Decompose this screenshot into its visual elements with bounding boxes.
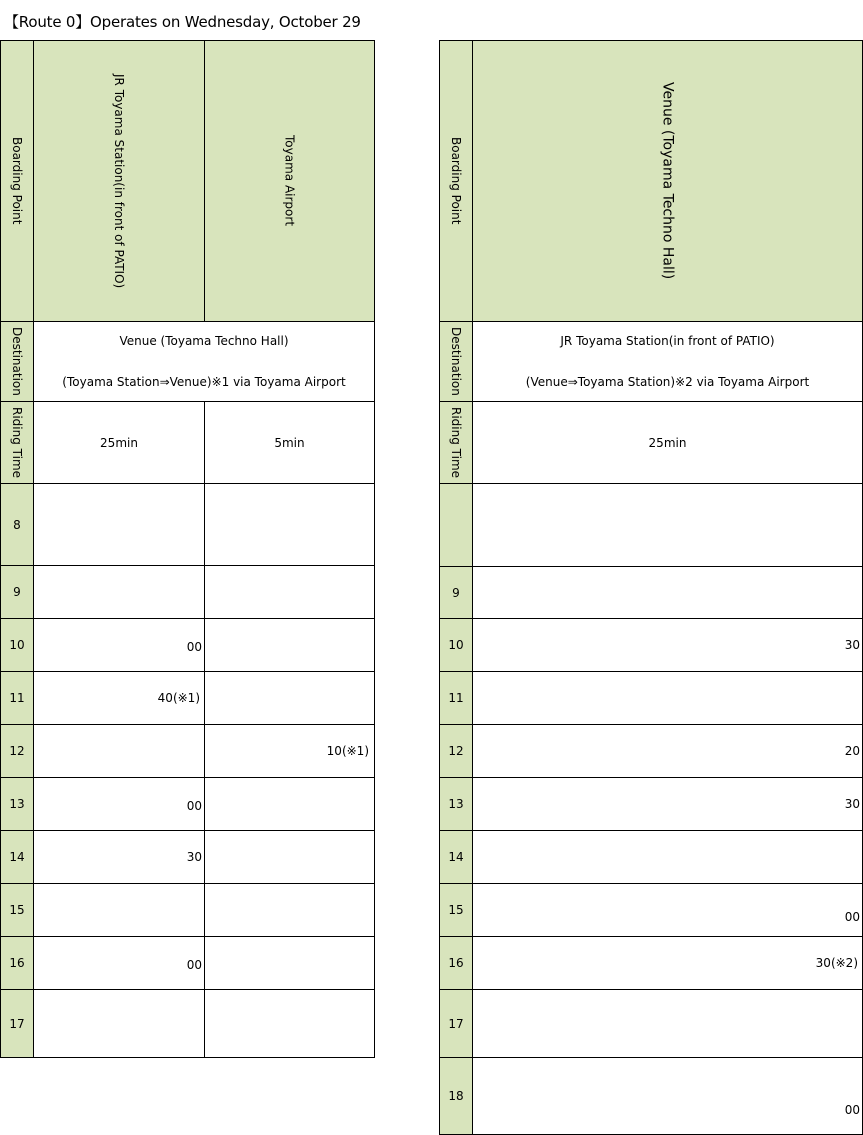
hour-label: 9 bbox=[13, 585, 21, 599]
right-hour-cell bbox=[439, 618, 473, 672]
departure-minute: 30 bbox=[186, 850, 202, 864]
left-time-cell bbox=[33, 936, 205, 990]
left-time-cell bbox=[33, 618, 205, 672]
departure-minute: 30(※2) bbox=[815, 956, 858, 970]
left-hour-cell bbox=[0, 565, 34, 619]
left-time-cell bbox=[33, 777, 205, 831]
left-time-cell bbox=[204, 883, 375, 937]
left-hour-cell bbox=[0, 671, 34, 725]
right-time-cell bbox=[472, 671, 863, 725]
hour-label: 15 bbox=[448, 903, 464, 917]
right-destination-line1: JR Toyama Station(in front of PATIO) bbox=[560, 334, 775, 348]
left-destination-line1: Venue (Toyama Techno Hall) bbox=[119, 334, 289, 348]
hour-label: 8 bbox=[13, 517, 21, 532]
departure-minute: 00 bbox=[186, 640, 202, 654]
departure-minute: 00 bbox=[186, 799, 202, 813]
left-boarding-point-jr-toyama bbox=[33, 40, 205, 322]
departure-minute: 00 bbox=[186, 958, 202, 972]
left-time-cell bbox=[204, 565, 375, 619]
left-time-cell bbox=[204, 483, 375, 566]
departure-minute: 20 bbox=[844, 744, 860, 758]
riding-time-value: 5min bbox=[274, 435, 305, 450]
right-hour-cell bbox=[439, 566, 473, 619]
left-time-cell bbox=[33, 483, 205, 566]
right-destination-label bbox=[439, 321, 473, 402]
left-boarding-label bbox=[0, 40, 34, 322]
hour-label: 18 bbox=[448, 1089, 464, 1103]
left-time-cell bbox=[204, 724, 375, 778]
left-destination-line2: (Toyama Station⇒Venue)※1 via Toyama Airport bbox=[62, 375, 346, 389]
left-destination-label-text: Destination bbox=[10, 327, 24, 396]
right-hour-cell bbox=[439, 830, 473, 884]
right-time-cell bbox=[472, 830, 863, 884]
left-hour-cell bbox=[0, 883, 34, 937]
right-time-cell bbox=[472, 566, 863, 619]
hour-label: 10 bbox=[9, 638, 25, 652]
right-hour-cell bbox=[439, 989, 473, 1058]
riding-time-value: 25min bbox=[100, 435, 138, 450]
left-time-cell bbox=[33, 989, 205, 1058]
left-riding-label-text: Riding Time bbox=[10, 406, 24, 479]
right-hour-cell bbox=[439, 724, 473, 778]
left-hour-cell bbox=[0, 618, 34, 672]
hour-label: 9 bbox=[452, 585, 460, 600]
right-riding-label-text: Riding Time bbox=[449, 406, 463, 479]
left-time-cell bbox=[204, 989, 375, 1058]
left-time-cell bbox=[33, 565, 205, 619]
right-time-cell bbox=[472, 989, 863, 1058]
left-riding-time-jr bbox=[33, 401, 205, 484]
left-time-cell bbox=[33, 671, 205, 725]
right-destination-label-text: Destination bbox=[449, 327, 463, 396]
hour-label: 13 bbox=[448, 797, 464, 811]
left-destination bbox=[33, 321, 375, 402]
left-time-cell bbox=[33, 724, 205, 778]
hour-label: 14 bbox=[448, 850, 464, 864]
right-destination bbox=[472, 321, 863, 402]
right-time-cell bbox=[472, 777, 863, 831]
right-hour-cell bbox=[439, 671, 473, 725]
left-riding-label bbox=[0, 401, 34, 484]
hour-label: 11 bbox=[448, 691, 464, 705]
riding-time-value: 25min bbox=[648, 435, 687, 450]
hour-label: 11 bbox=[9, 691, 25, 705]
departure-minute: 00 bbox=[844, 910, 860, 924]
hour-label: 12 bbox=[9, 744, 25, 758]
left-hour-cell bbox=[0, 777, 34, 831]
right-time-cell bbox=[472, 1057, 863, 1135]
hour-label: 16 bbox=[9, 956, 25, 970]
left-hour-cell bbox=[0, 830, 34, 884]
hour-label: 16 bbox=[448, 956, 464, 970]
left-boarding-point-text: JR Toyama Station(in front of PATIO) bbox=[112, 73, 126, 289]
right-destination-line2: (Venue⇒Toyama Station)※2 via Toyama Airport bbox=[525, 375, 810, 389]
right-hour-cell bbox=[439, 883, 473, 937]
right-time-cell bbox=[472, 936, 863, 990]
left-time-cell bbox=[33, 883, 205, 937]
departure-minute: 40(※1) bbox=[157, 691, 200, 705]
departure-minute: 10(※1) bbox=[326, 744, 369, 758]
right-hour-cell bbox=[439, 1057, 473, 1135]
left-destination-label bbox=[0, 321, 34, 402]
right-riding-label bbox=[439, 401, 473, 484]
left-time-cell bbox=[204, 671, 375, 725]
right-time-cell bbox=[472, 483, 863, 567]
right-time-cell bbox=[472, 618, 863, 672]
left-hour-cell bbox=[0, 989, 34, 1058]
left-time-cell bbox=[204, 777, 375, 831]
right-boarding-label bbox=[439, 40, 473, 322]
left-time-cell bbox=[204, 618, 375, 672]
right-riding-time bbox=[472, 401, 863, 484]
right-time-cell bbox=[472, 883, 863, 937]
right-boarding-label-text: Boarding Point bbox=[449, 137, 463, 225]
left-hour-cell bbox=[0, 936, 34, 990]
left-boarding-label-text: Boarding Point bbox=[10, 137, 24, 225]
departure-minute: 00 bbox=[844, 1103, 860, 1117]
right-time-cell bbox=[472, 724, 863, 778]
hour-label: 13 bbox=[9, 797, 25, 811]
departure-minute: 30 bbox=[844, 797, 860, 811]
hour-label: 15 bbox=[9, 903, 25, 917]
left-boarding-point-text: Toyama Airport bbox=[282, 135, 297, 227]
right-hour-cell bbox=[439, 936, 473, 990]
hour-label: 12 bbox=[448, 744, 464, 758]
left-hour-cell bbox=[0, 483, 34, 566]
right-boarding-point-text: Venue (Toyama Techno Hall) bbox=[659, 82, 676, 280]
left-boarding-point-airport bbox=[204, 40, 375, 322]
left-time-cell bbox=[33, 830, 205, 884]
right-boarding-point-venue bbox=[472, 40, 863, 322]
right-hour-cell bbox=[439, 777, 473, 831]
left-hour-cell bbox=[0, 724, 34, 778]
hour-label: 17 bbox=[448, 1016, 464, 1031]
hour-label: 10 bbox=[448, 638, 464, 652]
right-hour-cell bbox=[439, 483, 473, 567]
left-time-cell bbox=[204, 830, 375, 884]
left-time-cell bbox=[204, 936, 375, 990]
hour-label: 17 bbox=[9, 1016, 25, 1031]
hour-label: 14 bbox=[9, 850, 25, 864]
departure-minute: 30 bbox=[844, 638, 860, 652]
left-riding-time-airport bbox=[204, 401, 375, 484]
page-title: 【Route 0】Operates on Wednesday, October 29 bbox=[4, 13, 361, 31]
